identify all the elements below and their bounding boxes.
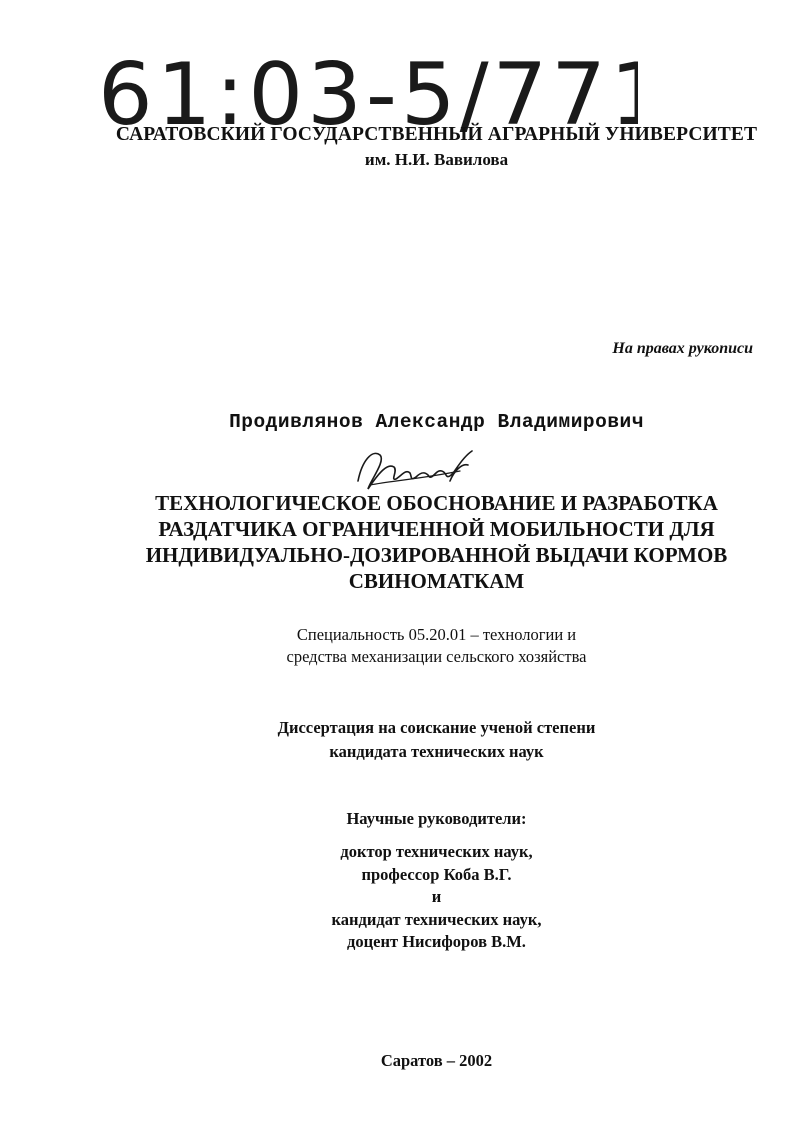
author-name: Продивлянов Александр Владимирович (229, 411, 644, 433)
university-named-after: им. Н.И. Вавилова (364, 150, 509, 169)
handwritten-code-text: 61:03-5/77 (98, 46, 610, 138)
supervisor-line: кандидат технических наук, (331, 909, 542, 929)
title-line: РАЗДАТЧИКА ОГРАНИЧЕННОЙ МОБИЛЬНОСТИ ДЛЯ (158, 517, 715, 541)
city-year: Саратов – 2002 (380, 1051, 493, 1070)
dissertation-degree (40, 716, 793, 764)
title-line: ТЕХНОЛОГИЧЕСКОЕ ОБОСНОВАНИЕ И РАЗРАБОТКА (155, 491, 718, 515)
supervisors-list (40, 841, 793, 954)
title-line: СВИНОМАТКАМ (348, 569, 525, 593)
supervisor-line: и (431, 887, 442, 906)
supervisors-heading: Научные руководители: (346, 809, 527, 828)
supervisor-line: доцент Нисифоров В.М. (347, 932, 526, 951)
supervisor-line: профессор Коба В.Г. (361, 864, 512, 884)
degree-line: Диссертация на соискание ученой степени (277, 718, 596, 737)
degree-line: кандидата технических наук (329, 742, 544, 761)
specialty (40, 624, 793, 668)
supervisor-line: доктор технических наук, (340, 842, 533, 861)
rights-note: На правах рукописи (612, 340, 753, 357)
university-name: САРАТОВСКИЙ ГОСУДАРСТВЕННЫЙ АГРАРНЫЙ УНИВЕРСИТЕТ (115, 124, 758, 145)
dissertation-title (80, 490, 793, 594)
title-line: ИНДИВИДУАЛЬНО-ДОЗИРОВАННОЙ ВЫДАЧИ КОРМОВ (145, 543, 728, 567)
specialty-line: средства механизации сельского хозяйства (286, 647, 587, 666)
specialty-line: Специальность 05.20.01 – технологии и (296, 625, 577, 644)
